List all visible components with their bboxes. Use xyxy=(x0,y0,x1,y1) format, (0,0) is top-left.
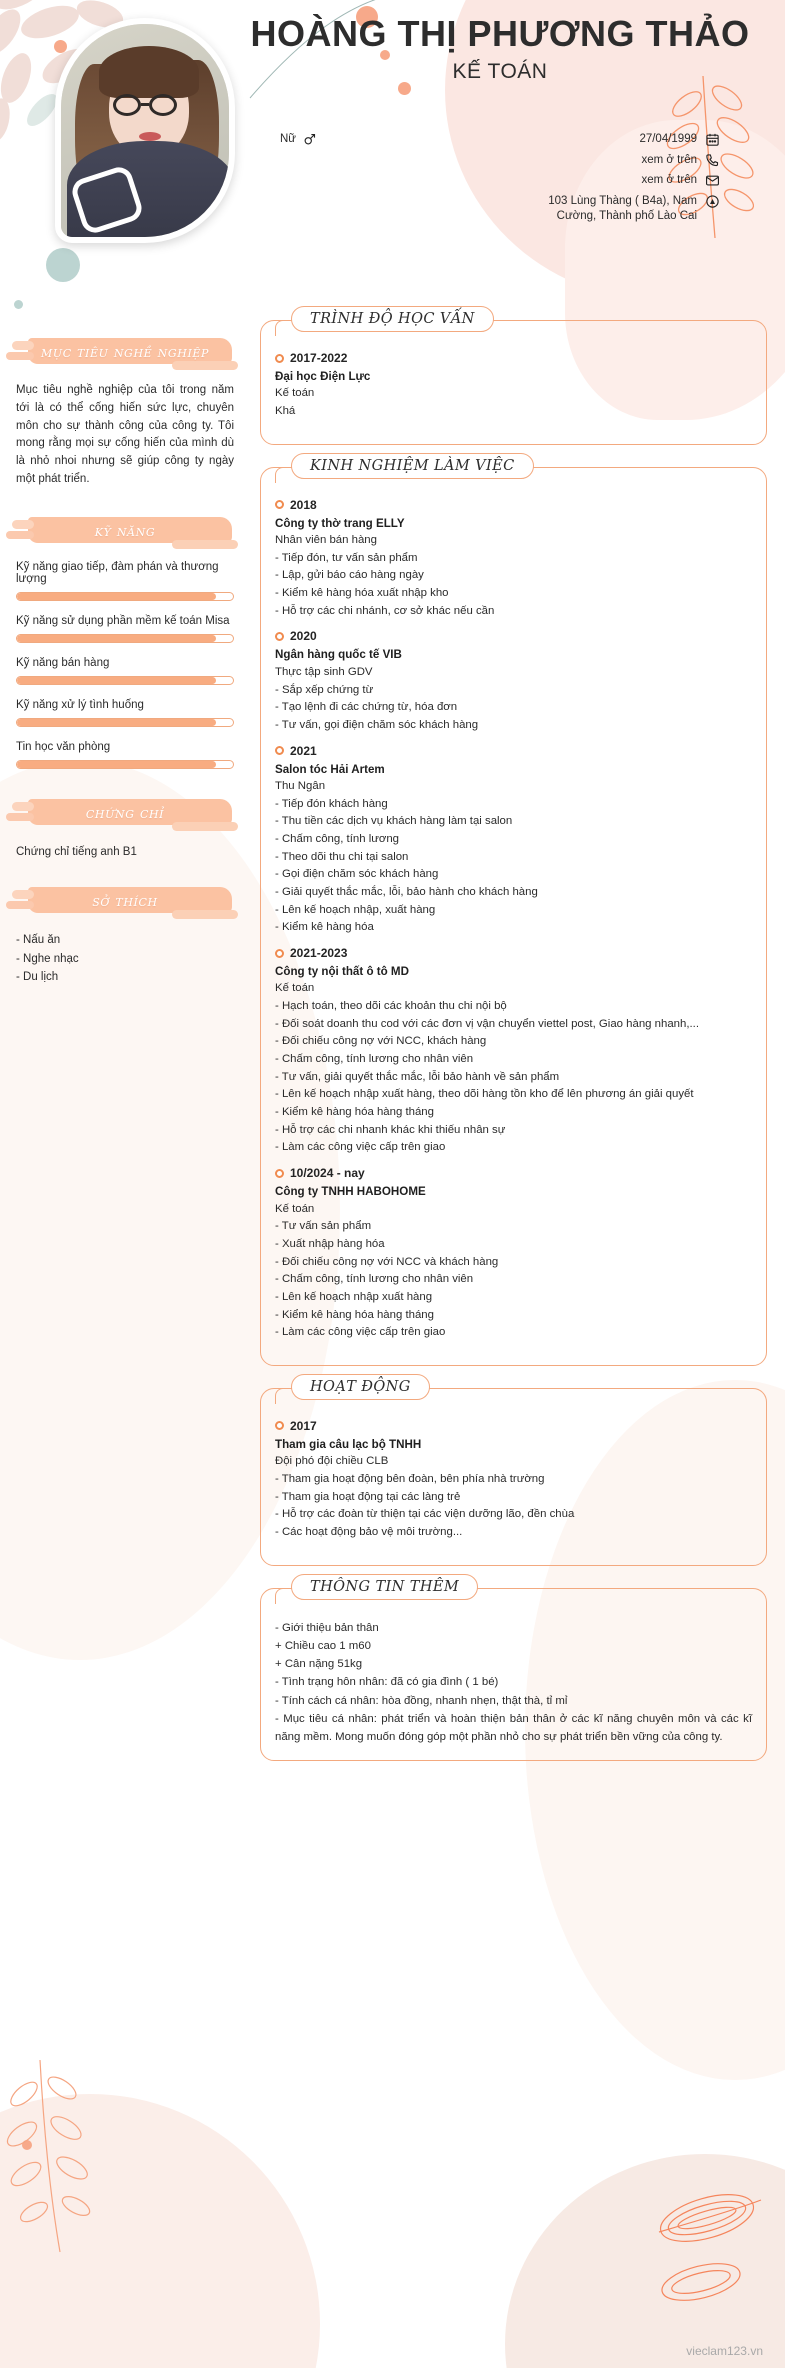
card-notch xyxy=(275,320,293,336)
cv-body xyxy=(0,311,785,1783)
section-education xyxy=(260,311,767,445)
entry-organization: Tham gia câu lạc bộ TNHH xyxy=(275,1437,422,1451)
contact-row-address xyxy=(280,194,720,225)
entry-date: 2021-2023 xyxy=(290,946,348,960)
email-icon xyxy=(705,173,720,188)
entry-detail: - Tư vấn, giải quyết thắc mắc, lỗi bảo hành về sản phẩm xyxy=(275,1070,560,1083)
entry-detail: - Tiếp đón khách hàng xyxy=(275,797,388,810)
left-column xyxy=(16,320,248,1783)
info-line: + Chiều cao 1 m60 xyxy=(275,1639,371,1652)
hobbies-title: sở thích xyxy=(92,892,158,911)
info-line: - Giới thiệu bản thân xyxy=(275,1621,379,1634)
section-heading-certificates xyxy=(16,795,234,831)
card-notch xyxy=(275,1388,293,1404)
skill-label: Kỹ năng xử lý tình huống xyxy=(16,698,144,711)
entry-date: 2017-2022 xyxy=(290,351,348,365)
objective-text: Mục tiêu nghề nghiệp của tôi trong năm tới là có thể cống hiến sức lực, chuyên môn cho sự thành công của công ty. Tôi mong rằng mọi sự cống hiến của mình dù là nhỏ nhoi nhưng sẽ giúp công ty ngày một phát triển. xyxy=(16,384,234,486)
ring-bullet-icon xyxy=(275,500,284,509)
calendar-icon xyxy=(705,132,720,147)
entry-role: Kế toán xyxy=(275,387,315,400)
entry-organization: Ngân hàng quốc tế VIB xyxy=(275,648,402,662)
entry-organization: Công ty nội thất ô tô MD xyxy=(275,965,409,978)
skill-item xyxy=(16,615,234,643)
entry-detail: - Lập, gửi báo cáo hàng ngày xyxy=(275,569,424,582)
entry-detail: - Tạo lệnh đi các chứng từ, hóa đơn xyxy=(275,701,458,714)
certificates-title: chứng chỉ xyxy=(85,803,165,822)
entry-date-row xyxy=(275,1419,752,1433)
skill-bar-fill xyxy=(17,635,216,642)
address-value: 103 Lùng Thàng ( B4a), Nam Cường, Thành phố Lào Cai xyxy=(548,194,697,223)
section-heading-skills xyxy=(16,513,234,549)
entry-date-row xyxy=(275,498,752,512)
right-column xyxy=(248,311,767,1783)
experience-entry xyxy=(275,744,752,937)
entry-role: Thu Ngân xyxy=(275,779,326,792)
entry-date-row xyxy=(275,629,752,643)
hobby-item: - Du lịch xyxy=(16,971,59,984)
entry-date: 2021 xyxy=(290,743,317,758)
entry-detail: Khá xyxy=(275,405,296,418)
cv-header xyxy=(0,0,785,320)
entry-detail: - Hỗ trợ các chi nhánh, cơ sở khác nếu cần xyxy=(275,604,495,617)
info-line: - Tính cách cá nhân: hòa đồng, nhanh nhẹn, thật thà, tỉ mỉ xyxy=(275,1694,568,1707)
entry-detail: - Chấm công, tính lương cho nhân viên xyxy=(275,1273,474,1286)
ring-bullet-icon xyxy=(275,1421,284,1430)
skill-label: Tin học văn phòng xyxy=(16,740,111,753)
entry-detail: - Hỗ trợ các đoàn từ thiện tại các viện dưỡng lão, đền chùa xyxy=(275,1508,575,1521)
activities-list xyxy=(275,1419,752,1542)
ring-bullet-icon xyxy=(275,1169,284,1178)
entry-detail: - Làm các công việc cấp trên giao xyxy=(275,1141,446,1154)
entry-role: Kế toán xyxy=(275,982,315,995)
experience-title: KINH NGHIỆM LÀM VIỆC xyxy=(291,453,534,479)
entry-organization: Công ty thờ trang ELLY xyxy=(275,516,405,530)
gender-value: Nữ xyxy=(280,133,297,145)
entry-detail: - Giải quyết thắc mắc, lỗi, bảo hành cho khách hàng xyxy=(275,885,538,898)
experience-entry xyxy=(275,1166,752,1342)
skill-bar-fill xyxy=(17,761,216,768)
watermark: vieclam123.vn xyxy=(686,2344,763,2358)
contact-row-gender xyxy=(280,132,720,148)
ring-bullet-icon xyxy=(275,632,284,641)
footer-divider xyxy=(0,2368,785,2374)
skill-label: Kỹ năng sử dụng phần mềm kế toán Misa xyxy=(16,614,230,627)
skill-bar-fill xyxy=(17,677,216,684)
additional-list xyxy=(275,1619,752,1747)
entry-organization: Công ty TNHH HABOHOME xyxy=(275,1185,426,1199)
name-block xyxy=(250,14,750,84)
entry-detail: - Chấm công, tính lương cho nhân viên xyxy=(275,1053,474,1066)
entry-detail: - Tư vấn, gọi điện chăm sóc khách hàng xyxy=(275,718,479,731)
entry-role: Đội phó đội chiều CLB xyxy=(275,1455,389,1468)
hobby-item: - Nấu ăn xyxy=(16,934,61,947)
entry-detail: - Tham gia hoạt động bên đoàn, bên phía nhà trường xyxy=(275,1472,545,1485)
contact-info xyxy=(280,132,720,230)
section-activities xyxy=(260,1378,767,1566)
entry-date: 10/2024 - nay xyxy=(290,1166,365,1181)
entry-detail: - Lên kế hoạch nhập, xuất hàng xyxy=(275,903,436,916)
entry-detail: - Đối chiếu công nợ với NCC và khách hàng xyxy=(275,1255,499,1268)
skill-bar-fill xyxy=(17,719,216,726)
ring-bullet-icon xyxy=(275,354,284,363)
venus-mars-icon xyxy=(302,132,317,147)
experience-entry xyxy=(275,1419,752,1542)
experience-entry xyxy=(275,946,752,1157)
skills-title: kỹ năng xyxy=(94,521,156,540)
entry-detail: - Hạch toán, theo dõi các khoản thu chi nội bộ xyxy=(275,1000,507,1013)
entry-detail: - Đối chiếu công nợ với NCC, khách hàng xyxy=(275,1035,487,1048)
entry-date-row xyxy=(275,1166,752,1180)
phone-value: xem ở trên xyxy=(641,153,697,166)
page-title: HOÀNG THỊ PHƯƠNG THẢO xyxy=(250,13,750,54)
birthdate-value: 27/04/1999 xyxy=(639,133,697,145)
activities-title: HOẠT ĐỘNG xyxy=(291,1374,430,1400)
entry-detail: - Tiếp đón, tư vấn sản phẩm xyxy=(275,551,418,564)
entry-date: 2020 xyxy=(290,629,317,644)
skill-item xyxy=(16,741,234,769)
entry-detail: - Kiểm kê hàng hóa xuất nhập kho xyxy=(275,587,449,600)
section-additional-info xyxy=(260,1578,767,1762)
entry-detail: - Kiểm kê hàng hóa hàng tháng xyxy=(275,1106,434,1119)
entry-organization: Salon tóc Hải Artem xyxy=(275,762,385,776)
skill-bar xyxy=(16,676,234,685)
card-notch xyxy=(275,1588,293,1604)
entry-detail: - Chấm công, tính lương xyxy=(275,832,399,845)
skill-item xyxy=(16,699,234,727)
info-line: - Mục tiêu cá nhân: phát triển và hoàn thiện bản thân ở các kĩ năng chuyên môn và các kĩ năng mềm. Mong muốn đóng góp một phần nhỏ cho sự phát triển bền vững của công ty. xyxy=(275,1712,752,1744)
skill-item xyxy=(16,657,234,685)
entry-detail: - Lên kế hoạch nhập xuất hàng xyxy=(275,1290,433,1303)
card-notch xyxy=(275,467,293,483)
section-heading-hobbies xyxy=(16,883,234,919)
skill-bar xyxy=(16,592,234,601)
skill-bar-fill xyxy=(17,593,216,600)
entry-detail: - Tham gia hoạt động tại các làng trẻ xyxy=(275,1490,461,1503)
entry-role: Nhân viên bán hàng xyxy=(275,534,377,547)
contact-row-email[interactable] xyxy=(280,173,720,189)
entry-detail: - Xuất nhập hàng hóa xyxy=(275,1237,385,1250)
skill-label: Kỹ năng giao tiếp, đàm phán và thương lượng xyxy=(16,560,219,585)
location-icon xyxy=(705,194,720,209)
experience-entry xyxy=(275,498,752,621)
hobby-item: - Nghe nhạc xyxy=(16,952,79,965)
entry-organization: Đại học Điện Lực xyxy=(275,370,371,383)
entry-detail: - Theo dõi thu chi tại salon xyxy=(275,850,409,863)
entry-detail: - Lên kế hoạch nhập xuất hàng, theo dõi hàng tồn kho để lên phương án giải quyết xyxy=(275,1088,694,1101)
skill-bar xyxy=(16,760,234,769)
job-title: KẾ TOÁN xyxy=(452,60,548,84)
experience-list xyxy=(275,498,752,1342)
skill-item xyxy=(16,561,234,601)
skill-label: Kỹ năng bán hàng xyxy=(16,656,110,669)
education-title: TRÌNH ĐỘ HỌC VẤN xyxy=(291,306,494,332)
section-heading-objective xyxy=(16,334,234,370)
entry-detail: - Kiểm kê hàng hóa xyxy=(275,921,374,934)
additional-title: THÔNG TIN THÊM xyxy=(291,1574,478,1600)
entry-detail: - Gọi điện chăm sóc khách hàng xyxy=(275,868,439,881)
entry-date-row xyxy=(275,946,752,960)
objective-title: mục tiêu nghề nghiệp xyxy=(40,343,210,361)
email-value: xem ở trên xyxy=(641,174,697,187)
section-experience xyxy=(260,457,767,1366)
entry-detail: - Các hoạt động bảo vệ môi trường... xyxy=(275,1525,463,1538)
contact-row-phone[interactable] xyxy=(280,153,720,169)
ring-bullet-icon xyxy=(275,746,284,755)
ring-bullet-icon xyxy=(275,949,284,958)
entry-date-row xyxy=(275,351,752,365)
entry-date: 2018 xyxy=(290,497,317,512)
experience-entry xyxy=(275,629,752,734)
education-entry xyxy=(275,351,752,421)
entry-role: Kế toán xyxy=(275,1202,315,1215)
entry-date: 2017 xyxy=(290,1418,317,1433)
entry-detail: - Kiểm kê hàng hóa hàng tháng xyxy=(275,1308,434,1321)
entry-role: Thực tập sinh GDV xyxy=(275,665,373,678)
skill-bar xyxy=(16,718,234,727)
skill-bar xyxy=(16,634,234,643)
entry-detail: - Thu tiền các dịch vụ khách hàng làm tại salon xyxy=(275,815,513,828)
info-line: - Tình trạng hôn nhân: đã có gia đình ( 1 bé) xyxy=(275,1676,499,1689)
entry-detail: - Tư vấn sản phẩm xyxy=(275,1220,372,1233)
entry-date-row xyxy=(275,744,752,758)
entry-detail: - Làm các công việc cấp trên giao xyxy=(275,1326,446,1339)
phone-icon xyxy=(705,153,720,168)
entry-detail: - Sắp xếp chứng từ xyxy=(275,683,374,696)
entry-detail: - Hỗ trợ các chi nhanh khác khi thiếu nhân sự xyxy=(275,1123,506,1136)
certificate-item: Chứng chỉ tiếng anh B1 xyxy=(16,845,137,858)
entry-detail: - Đối soát doanh thu cod với các đơn vị vận chuyển viettel post, Giao hàng nhanh,... xyxy=(275,1017,699,1030)
info-line: + Cân nặng 51kg xyxy=(275,1658,363,1671)
